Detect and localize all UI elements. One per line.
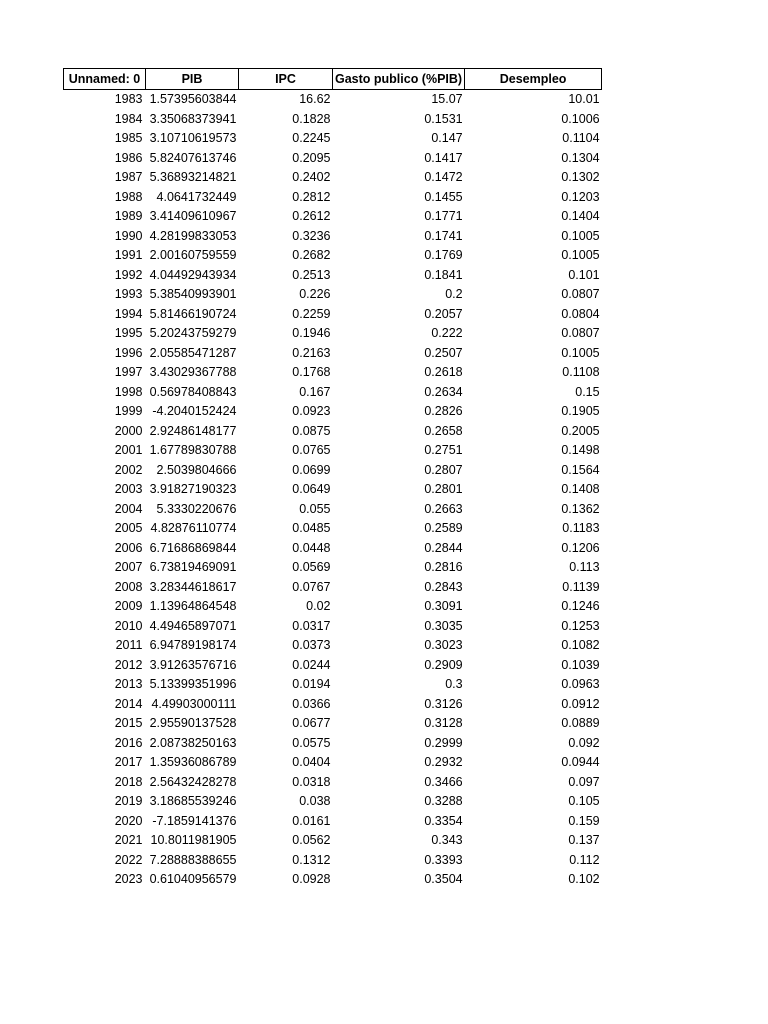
desempleo-cell[interactable]: 0.113	[569, 560, 600, 575]
year-cell[interactable]: 1984	[114, 111, 143, 126]
spreadsheet	[63, 68, 602, 890]
table-row	[64, 90, 602, 110]
desempleo-cell[interactable]: 0.0963	[561, 677, 600, 692]
year-cell[interactable]: 2015	[114, 716, 143, 731]
gasto-publico-cell[interactable]: 0.2826	[424, 404, 463, 419]
header-cell-pib[interactable]: PIB	[146, 69, 239, 90]
table-row	[64, 773, 602, 793]
table-row	[64, 246, 602, 266]
ipc-cell[interactable]: 0.226	[299, 287, 331, 302]
desempleo-cell[interactable]: 0.137	[568, 833, 600, 848]
desempleo-cell[interactable]: 10.01	[568, 92, 600, 107]
table-row	[64, 129, 602, 149]
table-row	[64, 363, 602, 383]
ipc-cell[interactable]: 0.0575	[292, 735, 331, 750]
pib-cell[interactable]: 3.10710619573	[149, 131, 237, 146]
ipc-cell[interactable]: 0.0318	[292, 774, 331, 789]
pib-cell[interactable]: 5.38540993901	[149, 287, 237, 302]
ipc-cell[interactable]: 0.02	[306, 599, 331, 614]
year-cell[interactable]: 1993	[114, 287, 143, 302]
year-cell[interactable]: 1996	[114, 345, 143, 360]
ipc-cell[interactable]: 0.1946	[292, 326, 331, 341]
gasto-publico-cell[interactable]: 0.3354	[424, 813, 463, 828]
pib-cell[interactable]: 6.73819469091	[149, 560, 237, 575]
pib-cell[interactable]: 1.67789830788	[149, 443, 237, 458]
desempleo-cell[interactable]: 0.1304	[561, 150, 600, 165]
ipc-cell[interactable]: 0.2163	[292, 345, 331, 360]
pib-cell[interactable]: 2.05585471287	[149, 345, 237, 360]
table-row	[64, 617, 602, 637]
pib-cell[interactable]: 2.92486148177	[149, 423, 237, 438]
desempleo-cell[interactable]: 0.1404	[561, 209, 600, 224]
year-cell[interactable]: 1994	[114, 306, 143, 321]
year-cell[interactable]: 1998	[114, 384, 143, 399]
table-row	[64, 461, 602, 481]
gasto-publico-cell[interactable]: 0.3128	[424, 716, 463, 731]
desempleo-cell[interactable]: 0.1139	[562, 579, 600, 594]
gasto-publico-cell[interactable]: 0.3288	[424, 794, 463, 809]
table-row	[64, 519, 602, 539]
table-row	[64, 344, 602, 364]
table-row	[64, 734, 602, 754]
ipc-cell[interactable]: 0.0767	[292, 579, 331, 594]
pib-cell[interactable]: 0.61040956579	[149, 872, 237, 887]
year-cell[interactable]: 2002	[114, 462, 143, 477]
desempleo-cell[interactable]: 0.1104	[562, 131, 600, 146]
pib-cell[interactable]: 7.28888388655	[149, 852, 237, 867]
table-row	[64, 441, 602, 461]
pib-cell[interactable]: 3.28344618617	[149, 579, 237, 594]
desempleo-cell[interactable]: 0.159	[568, 813, 600, 828]
year-cell[interactable]: 1989	[114, 209, 143, 224]
data-table	[63, 68, 602, 890]
pib-cell[interactable]: 5.20243759279	[149, 326, 237, 341]
pib-cell[interactable]: 2.5039804666	[156, 462, 237, 477]
gasto-publico-cell[interactable]: 0.1771	[424, 209, 463, 224]
table-row	[64, 500, 602, 520]
ipc-cell[interactable]: 0.0194	[292, 677, 331, 692]
gasto-publico-cell[interactable]: 0.1531	[424, 111, 463, 126]
desempleo-cell[interactable]: 0.1006	[561, 111, 600, 126]
gasto-publico-cell[interactable]: 0.2663	[424, 501, 463, 516]
desempleo-cell[interactable]: 0.1498	[561, 443, 600, 458]
desempleo-cell[interactable]: 0.1005	[561, 345, 600, 360]
table-row	[64, 266, 602, 286]
gasto-publico-cell[interactable]: 0.1841	[424, 267, 463, 282]
ipc-cell[interactable]: 0.0485	[292, 521, 331, 536]
ipc-cell[interactable]: 0.2245	[292, 131, 331, 146]
year-cell[interactable]: 2013	[114, 677, 143, 692]
desempleo-cell[interactable]: 0.0807	[561, 326, 600, 341]
year-cell[interactable]: 1997	[114, 365, 143, 380]
pib-cell[interactable]: 4.0641732449	[156, 189, 237, 204]
desempleo-cell[interactable]: 0.0944	[561, 755, 600, 770]
ipc-cell[interactable]: 0.0366	[292, 696, 331, 711]
table-row	[64, 656, 602, 676]
ipc-cell[interactable]: 0.0562	[292, 833, 331, 848]
ipc-cell[interactable]: 0.0765	[292, 443, 331, 458]
gasto-publico-cell[interactable]: 0.2909	[424, 657, 463, 672]
table-row	[64, 480, 602, 500]
table-row	[64, 714, 602, 734]
pib-cell[interactable]: 4.82876110774	[150, 521, 237, 536]
pib-cell[interactable]: 1.57395603844	[149, 92, 237, 107]
ipc-cell[interactable]: 0.055	[299, 501, 331, 516]
table-row	[64, 285, 602, 305]
header-row	[64, 69, 602, 90]
year-cell[interactable]: 2016	[114, 735, 143, 750]
ipc-cell[interactable]: 16.62	[299, 92, 331, 107]
table-row	[64, 422, 602, 442]
desempleo-cell[interactable]: 0.1253	[561, 618, 600, 633]
pib-cell[interactable]: 3.43029367788	[149, 365, 237, 380]
ipc-cell[interactable]: 0.0569	[292, 560, 331, 575]
pib-cell[interactable]: 1.35936086789	[149, 755, 237, 770]
desempleo-cell[interactable]: 0.1082	[561, 638, 600, 653]
pib-cell[interactable]: 2.00160759559	[149, 248, 237, 263]
gasto-publico-cell[interactable]: 0.147	[431, 131, 463, 146]
gasto-publico-cell[interactable]: 0.2816	[424, 560, 463, 575]
ipc-cell[interactable]: 0.0161	[292, 813, 331, 828]
desempleo-cell[interactable]: 0.1206	[561, 540, 600, 555]
year-cell[interactable]: 2011	[115, 638, 143, 653]
table-row	[64, 695, 602, 715]
ipc-cell[interactable]: 0.167	[299, 384, 331, 399]
ipc-cell[interactable]: 0.0244	[292, 657, 331, 672]
pib-cell[interactable]: 6.71686869844	[149, 540, 237, 555]
table-row	[64, 851, 602, 871]
year-cell[interactable]: 2021	[114, 833, 143, 848]
pib-cell[interactable]: 2.56432428278	[149, 774, 237, 789]
year-cell[interactable]: 1985	[114, 131, 143, 146]
ipc-cell[interactable]: 0.2095	[292, 150, 331, 165]
pib-cell[interactable]: 3.35068373941	[149, 111, 237, 126]
year-cell[interactable]: 2003	[114, 482, 143, 497]
year-cell[interactable]: 2006	[114, 540, 143, 555]
pib-cell[interactable]: 3.41409610967	[149, 209, 237, 224]
ipc-cell[interactable]: 0.2682	[292, 248, 331, 263]
desempleo-cell[interactable]: 0.097	[568, 774, 600, 789]
table-row	[64, 324, 602, 344]
pib-cell[interactable]: 5.36893214821	[149, 170, 237, 185]
year-cell[interactable]: 2014	[114, 696, 143, 711]
year-cell[interactable]: 2023	[114, 872, 143, 887]
year-cell[interactable]: 2007	[114, 560, 143, 575]
year-cell[interactable]: 2005	[114, 521, 143, 536]
ipc-cell[interactable]: 0.2402	[292, 170, 331, 185]
desempleo-cell[interactable]: 0.1564	[561, 462, 600, 477]
ipc-cell[interactable]: 0.1828	[292, 111, 331, 126]
pib-cell[interactable]: 1.13964864548	[149, 599, 237, 614]
gasto-publico-cell[interactable]: 0.3126	[424, 696, 463, 711]
ipc-cell[interactable]: 0.0448	[292, 540, 331, 555]
gasto-publico-cell[interactable]: 0.2634	[424, 384, 463, 399]
ipc-cell[interactable]: 0.0699	[292, 462, 331, 477]
table-row	[64, 207, 602, 227]
gasto-publico-cell[interactable]: 0.2	[445, 287, 463, 302]
gasto-publico-cell[interactable]: 0.2618	[424, 365, 463, 380]
gasto-publico-cell[interactable]: 0.2843	[424, 579, 463, 594]
ipc-cell[interactable]: 0.0373	[292, 638, 331, 653]
ipc-cell[interactable]: 0.0875	[292, 423, 331, 438]
table-row	[64, 149, 602, 169]
ipc-cell[interactable]: 0.2812	[292, 189, 331, 204]
desempleo-cell[interactable]: 0.105	[568, 794, 600, 809]
ipc-cell[interactable]: 0.2612	[292, 209, 331, 224]
year-cell[interactable]: 2000	[114, 423, 143, 438]
gasto-publico-cell[interactable]: 0.1472	[424, 170, 463, 185]
gasto-publico-cell[interactable]: 0.1769	[424, 248, 463, 263]
year-cell[interactable]: 2019	[114, 794, 143, 809]
year-cell[interactable]: 2012	[114, 657, 143, 672]
year-cell[interactable]: 1987	[114, 170, 143, 185]
year-cell[interactable]: 2020	[114, 813, 143, 828]
table-row	[64, 831, 602, 851]
pib-cell[interactable]: 4.49903000111	[151, 696, 237, 711]
gasto-publico-cell[interactable]: 0.2801	[424, 482, 463, 497]
table-row	[64, 597, 602, 617]
pib-cell[interactable]: 4.28199833053	[149, 228, 237, 243]
gasto-publico-cell[interactable]: 0.3393	[424, 852, 463, 867]
year-cell[interactable]: 2009	[114, 599, 143, 614]
year-cell[interactable]: 1991	[114, 248, 143, 263]
desempleo-cell[interactable]: 0.0804	[561, 306, 600, 321]
gasto-publico-cell[interactable]: 0.3023	[424, 638, 463, 653]
desempleo-cell[interactable]: 0.1005	[561, 248, 600, 263]
pib-cell[interactable]: 10.8011981905	[150, 833, 237, 848]
year-cell[interactable]: 2022	[114, 852, 143, 867]
ipc-cell[interactable]: 0.2513	[292, 267, 331, 282]
year-cell[interactable]: 2008	[114, 579, 143, 594]
table-row	[64, 305, 602, 325]
year-cell[interactable]: 1992	[114, 267, 143, 282]
pib-cell[interactable]: 2.95590137528	[149, 716, 237, 731]
header-cell-desempleo[interactable]: Desempleo	[465, 69, 602, 90]
desempleo-cell[interactable]: 0.1302	[561, 170, 600, 185]
ipc-cell[interactable]: 0.0649	[292, 482, 331, 497]
table-body	[64, 90, 602, 890]
gasto-publico-cell[interactable]: 0.3091	[424, 599, 463, 614]
ipc-cell[interactable]: 0.0317	[292, 618, 331, 633]
year-cell[interactable]: 2018	[114, 774, 143, 789]
year-cell[interactable]: 1995	[114, 326, 143, 341]
year-cell[interactable]: 2001	[114, 443, 143, 458]
gasto-publico-cell[interactable]: 0.1417	[424, 150, 463, 165]
desempleo-cell[interactable]: 0.101	[568, 267, 600, 282]
ipc-cell[interactable]: 0.0928	[292, 872, 331, 887]
gasto-publico-cell[interactable]: 0.2751	[424, 443, 463, 458]
year-cell[interactable]: 1988	[114, 189, 143, 204]
gasto-publico-cell[interactable]: 0.2507	[424, 345, 463, 360]
year-cell[interactable]: 1999	[114, 404, 143, 419]
desempleo-cell[interactable]: 0.0889	[561, 716, 600, 731]
pib-cell[interactable]: 3.91827190323	[149, 482, 237, 497]
gasto-publico-cell[interactable]: 0.2999	[424, 735, 463, 750]
ipc-cell[interactable]: 0.1768	[292, 365, 331, 380]
pib-cell[interactable]: -4.2040152424	[152, 404, 237, 419]
ipc-cell[interactable]: 0.038	[299, 794, 331, 809]
table-row	[64, 636, 602, 656]
year-cell[interactable]: 1990	[114, 228, 143, 243]
pib-cell[interactable]: 5.3330220676	[156, 501, 237, 516]
pib-cell[interactable]: -7.1859141376	[152, 813, 237, 828]
desempleo-cell[interactable]: 0.1183	[562, 521, 600, 536]
header-cell-ipc[interactable]: IPC	[239, 69, 333, 90]
desempleo-cell[interactable]: 0.1203	[561, 189, 600, 204]
desempleo-cell[interactable]: 0.0807	[561, 287, 600, 302]
gasto-publico-cell[interactable]: 0.1455	[424, 189, 463, 204]
table-row	[64, 402, 602, 422]
gasto-publico-cell[interactable]: 0.3466	[424, 774, 463, 789]
table-row	[64, 792, 602, 812]
table-row	[64, 110, 602, 130]
year-cell[interactable]: 2017	[114, 755, 143, 770]
desempleo-cell[interactable]: 0.1005	[561, 228, 600, 243]
ipc-cell[interactable]: 0.2259	[292, 306, 331, 321]
desempleo-cell[interactable]: 0.102	[568, 872, 600, 887]
desempleo-cell[interactable]: 0.1408	[561, 482, 600, 497]
pib-cell[interactable]: 3.18685539246	[149, 794, 237, 809]
pib-cell[interactable]: 5.13399351996	[149, 677, 237, 692]
header-cell-index[interactable]: Unnamed: 0	[64, 69, 146, 90]
gasto-publico-cell[interactable]: 0.1741	[424, 228, 463, 243]
desempleo-cell[interactable]: 0.112	[569, 852, 600, 867]
gasto-publico-cell[interactable]: 0.2658	[424, 423, 463, 438]
table-row	[64, 578, 602, 598]
desempleo-cell[interactable]: 0.1905	[561, 404, 600, 419]
table-row	[64, 168, 602, 188]
gasto-publico-cell[interactable]: 0.3	[445, 677, 463, 692]
pib-cell[interactable]: 5.81466190724	[149, 306, 237, 321]
gasto-publico-cell[interactable]: 0.2589	[424, 521, 463, 536]
ipc-cell[interactable]: 0.0923	[292, 404, 331, 419]
table-row	[64, 227, 602, 247]
gasto-publico-cell[interactable]: 15.07	[431, 92, 463, 107]
gasto-publico-cell[interactable]: 0.343	[431, 833, 463, 848]
gasto-publico-cell[interactable]: 0.2807	[424, 462, 463, 477]
gasto-publico-cell[interactable]: 0.3504	[424, 872, 463, 887]
table-row	[64, 753, 602, 773]
table-row	[64, 558, 602, 578]
gasto-publico-cell[interactable]: 0.2057	[424, 306, 463, 321]
desempleo-cell[interactable]: 0.1039	[561, 657, 600, 672]
table-row	[64, 383, 602, 403]
desempleo-cell[interactable]: 0.15	[575, 384, 600, 399]
gasto-publico-cell[interactable]: 0.222	[431, 326, 463, 341]
pib-cell[interactable]: 6.94789198174	[149, 638, 237, 653]
year-cell[interactable]: 1983	[114, 92, 143, 107]
table-row	[64, 812, 602, 832]
table-row	[64, 539, 602, 559]
table-row	[64, 188, 602, 208]
year-cell[interactable]: 2010	[114, 618, 143, 633]
gasto-publico-cell[interactable]: 0.3035	[424, 618, 463, 633]
pib-cell[interactable]: 3.91263576716	[149, 657, 237, 672]
ipc-cell[interactable]: 0.1312	[292, 852, 331, 867]
gasto-publico-cell[interactable]: 0.2844	[424, 540, 463, 555]
pib-cell[interactable]: 4.04492943934	[149, 267, 237, 282]
pib-cell[interactable]: 4.49465897071	[149, 618, 237, 633]
gasto-publico-cell[interactable]: 0.2932	[424, 755, 463, 770]
desempleo-cell[interactable]: 0.1108	[562, 365, 600, 380]
header-cell-gasto-publico[interactable]: Gasto publico (%PIB)	[333, 69, 465, 90]
desempleo-cell[interactable]: 0.092	[568, 735, 600, 750]
desempleo-cell[interactable]: 0.2005	[561, 423, 600, 438]
table-row	[64, 675, 602, 695]
desempleo-cell[interactable]: 0.1362	[561, 501, 600, 516]
pib-cell[interactable]: 0.56978408843	[149, 384, 237, 399]
desempleo-cell[interactable]: 0.0912	[561, 696, 600, 711]
ipc-cell[interactable]: 0.0404	[292, 755, 331, 770]
table-row	[64, 870, 602, 890]
ipc-cell[interactable]: 0.3236	[292, 228, 331, 243]
year-cell[interactable]: 1986	[114, 150, 143, 165]
pib-cell[interactable]: 2.08738250163	[149, 735, 237, 750]
year-cell[interactable]: 2004	[114, 501, 143, 516]
pib-cell[interactable]: 5.82407613746	[149, 150, 237, 165]
ipc-cell[interactable]: 0.0677	[292, 716, 331, 731]
desempleo-cell[interactable]: 0.1246	[561, 599, 600, 614]
